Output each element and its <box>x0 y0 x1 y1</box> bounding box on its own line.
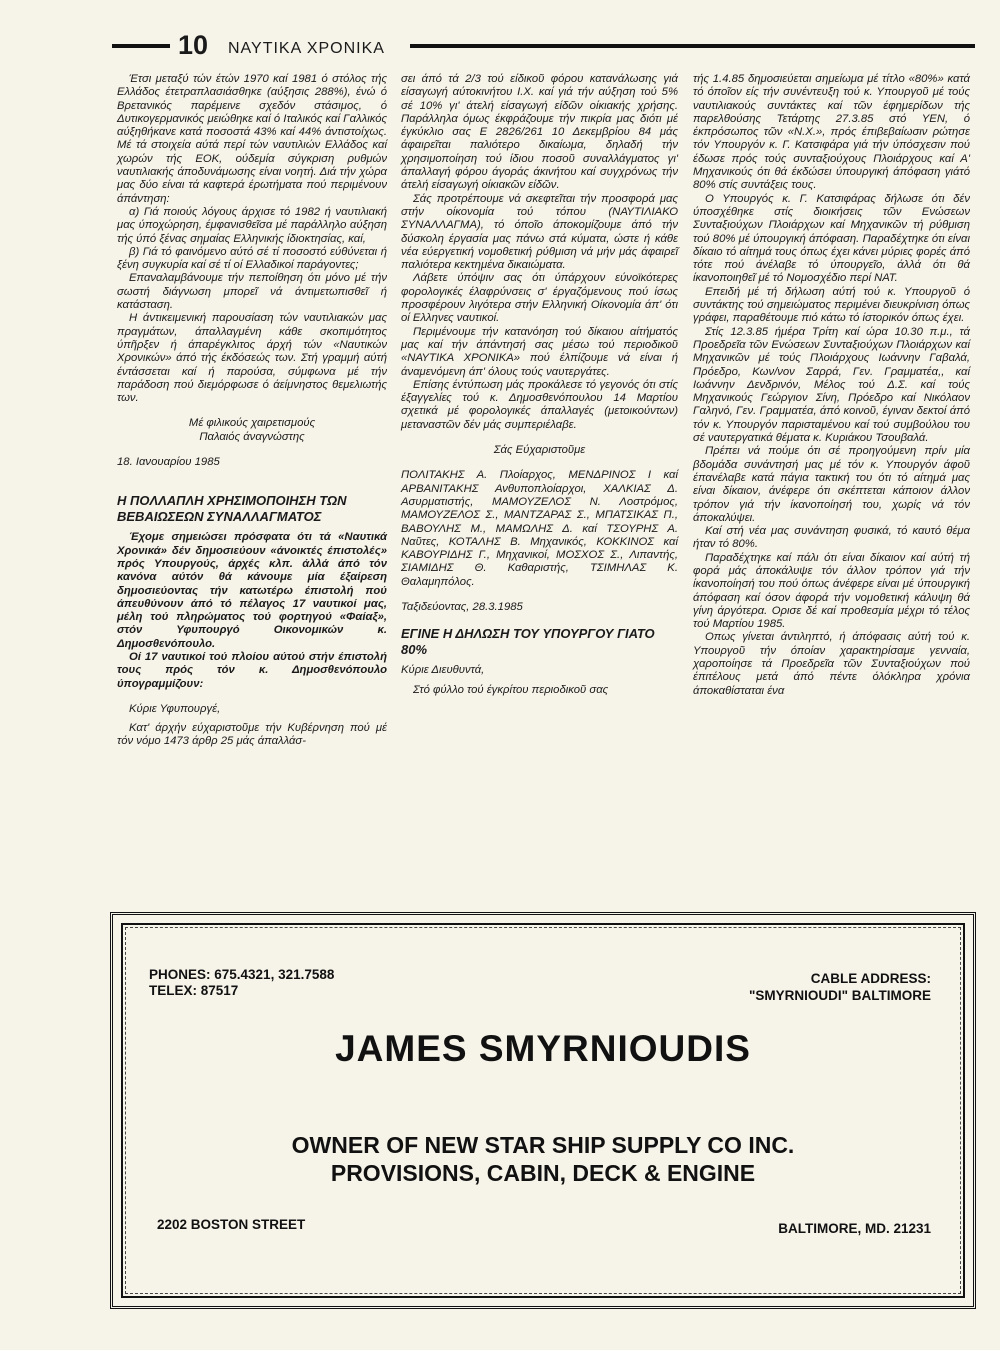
paragraph: Έχομε σημειώσει πρόσφατα ότι τά «Ναυτικά Χρονικά» δέν δημοσιεύουν «άνοικτές έπιστολές» πρός Υπουργούς, άρχές κλπ. άλλά άπό τόν κανόνα αύτόν θά κάνουμε μία έξαίρεση δημοσιεύοντας τήν κατωτέρω έπιστολή πού άπευθύνουν άπό τό πέλαγος 17 ναυτικοί μας, μέλη τού πληρώματος τού φορτηγού «Φαίαξ», στόν Υφυπουργό Οικονομικών κ. Δημοσθενόπουλο. <box>117 531 387 650</box>
paragraph: Λάβετε ύπόψιν σας ότι ύπάρχουν εύνοϊκότερες φορολογικές έλαφρύνσεις σ' έργαζόμενους πού ίσως προσφέρουν λιγότερα στήν Ελληνική Οίκονομία άπ' ότι οί Ελληνες ναυτικοί. <box>401 272 678 325</box>
letter-date: 18. Ιανουαρίου 1985 <box>117 456 220 469</box>
paragraph: Στό φύλλο τού έγκρίτου περιοδικοῦ σας <box>413 683 609 696</box>
paragraph: τής 1.4.85 δημοσιεύεται σημείωμα μέ τίτλο «80%» κατά τό όποῖον είς τήν συνέντευξη τού κ. Υπουργοῦ μέ τούς ναυτιλιακούς συντάκτες καί τῶν έφημερίδων τής παρελθούσης Τετάρτης 27.3.85 στό ΥΕΝ, ό έκπρόσωπος τῶν «Ν.Χ.», πρός έπιβεβαίωσιν ρώτησε τόν Υπουργόν κ. Γ. Κατσιφάρα γιά τήν ύπόσχεσιν πού έδωσε πρός τούς συνταξιούχους Πλοιάρχους καί Α' Μηχανικούς ότι θά έκδώσει ύπουργική άπόφαση γιάτό 80% στίς συντάξεις τους. <box>693 73 970 192</box>
advertisement-box <box>110 912 976 1309</box>
paragraph: Οπως γίνεται άντιληπτό, ή άπόφασις αύτή τού κ. Υπουργοῦ τήν όποίαν χαρακτηρίσαμε γενναία, χαροποίησε τά Προεδρεῖα τῶν Συνταξιούχων πού έπιτέλους μετά άπό πέντε όλόκληρα χρόνια άποκαθίσταται ένα <box>693 631 970 697</box>
paragraph: β) Γιά τό φαινόμενο αύτό σέ τί ποσοστό εύθύνεται ή ξένη συγκυρία καί σέ τί οί Ελλαδικοί παράγοντες; <box>117 245 387 272</box>
signoff-author: Παλαιός άναγνώστης <box>199 430 305 443</box>
ad-phones: PHONES: 675.4321, 321.7588 <box>149 967 335 982</box>
ad-telex: TELEX: 87517 <box>149 983 239 998</box>
signoff-greeting: Μέ φιλικούς χαιρετισμούς <box>188 417 316 430</box>
paragraph: Περιμένουμε τήν κατανόηση τού δίκαιου αίτήματός μας καί τήν άπάντησή σας μέσω τού περιοδικοῦ «ΝΑΥΤΙΚΑ ΧΡΟΝΙΚΑ» πού έλπίζουμε νά είναι ή άναμενόμενη άπ' όλους τούς ναυτεργάτες. <box>401 325 678 378</box>
paragraph: Καί στή νέα μας συνάντηση φυσικά, τό καυτό θέμα ήταν τό 80%. <box>693 525 970 551</box>
column-2 <box>401 73 678 697</box>
paragraph: Πρέπει νά πούμε ότι σέ προηγούμενη πρίν μία βδομάδα συνάντησή μας μέ τόν κ. Υπουργόν άφοῦ έπανέλαβε κατά πάγια τακτική του ότι τό αίτημά μας είναι δίκαιον, άνέφερε ότι σκέπτεται κάποιον άλλον τρόπον γιά τήν ίκανοποίησή του, χωρίς νά τόν άποκαλύψει. <box>693 445 970 524</box>
paragraph: Οί 17 ναυτικοί τού πλοίου αύτού στήν έπιστολή τους πρός τόν κ. Δημοσθενόπουλο ύπογραμμίζουν: <box>117 650 387 690</box>
header-rule-left <box>112 44 170 48</box>
letter-salutation: Κύριε Διευθυντά, <box>401 664 485 677</box>
signatories: ΠΟΛΙΤΑΚΗΣ Α. Πλοίαρχος, ΜΕΝΔΡΙΝΟΣ Ι καί ΑΡΒΑΝΙΤΑΚΗΣ Ανθυποπλοίαρχοι, ΧΑΛΚΙΑΣ Δ. Ασυρματιστής, ΜΑΜΟΥΖΕΛΟΣ Ν. Λοστρόμος, ΜΑΜΟΥΖΕΛΟΣ Σ., ΜΑΝΤΖΑΡΑΣ Σ., ΜΠΑΤΣΙΚΑΣ Π., ΒΑΒΟΥΛΗΣ Μ., ΜΑΜΩΛΗΣ Δ. καί ΤΣΟΥΡΗΣ Α. Ναῦτες, ΚΟΤΑΛΗΣ Β. Μηχανικός, ΚΟΚΚΙΝΟΣ καί ΚΑΒΟΥΡΙΔΗΣ Γ., Μηχανικοί, ΜΟΣΧΟΣ Σ., Λιπαντής, ΣΙΑΜΙΔΗΣ Θ. Καθαριστής, ΤΣΙΜΗΛΑΣ Κ. Θαλαμηπόλος. <box>401 469 678 588</box>
ad-cable-address: "SMYRNIOUDI" BALTIMORE <box>748 988 931 1003</box>
ad-city-address: BALTIMORE, MD. 21231 <box>778 1221 931 1236</box>
paragraph: Σάς προτρέπουμε νά σκεφτεῖται τήν προσφορά μας στήν οίκονομία τού τόπου (ΝΑΥΤΙΛΙΑΚΟ ΣΥΝΑΛΛΑΓΜΑ), τό όποῖο άποκομίζουμε άπό τήν δύσκολη έργασία μας πάνω στά κύματα, ώστε ή κάθε νέα εύεργετική νομοθετική ρύθμιση νά μήν μάς άφαιρεῖ παλιότερα κεκτημένα δικαιώματα. <box>401 192 678 272</box>
publication-title: ΝΑΥΤΙΚΑ ΧΡΟΝΙΚΑ <box>228 40 385 57</box>
paragraph: Ο Υπουργός κ. Γ. Κατσιφάρας δήλωσε ότι δέν ύποσχέθηκε στίς διοικήσεις τῶν Ενώσεων Συνταξιούχων Πλοιάρχων καί Μηχανικῶν τή ρύθμιση τού 80% μέ ύπουργική άπόφαση. Παραδέχτηκε ότι είναι δίκαιο τό αίτημά τους όπως έχει κάνει μύριες φορές άπό τότε πού άνέλαβε τό ύπουργεῖο, άλλά ότι θά ίκανοποιηθεῖ μέ τό Νομοσχέδιο περί ΝΑΤ. <box>693 192 970 285</box>
paragraph: Κατ' άρχήν εύχαριστοῦμε τήν Κυβέρνηση πού μέ τόν νόμο 1473 άρθρ 25 μάς άπαλλάσ- <box>117 722 387 748</box>
ad-street-address: 2202 BOSTON STREET <box>157 1217 306 1232</box>
paragraph: Επίσης έντύπωση μάς προκάλεσε τό γεγονός ότι στίς έξαγγελίες τού κ. Δημοσθενόπουλου 14 Μαρτίου σχετικά μέ φορολογικές άπαλλαγές (μετοικούντων) μεταναστῶν δέν μάς συμπεριέλαβε. <box>401 378 678 431</box>
paragraph: Η άντικειμενική παρουσίαση τών ναυτιλιακών μας πραγμάτων, άπαλλαγμένη κάθε σκοπιμότητος ύπῆρξεν ή άπαρέγκλιτος άρχή τών «Ναυτικών Χρονικών» άπό τής έκδόσεώς των. Στή γραμμή αύτή έντάσσεται καί ή παρούσα, σύμφωνα μέ τήν παράδοση πού διεμόρφωσε ό άείμνηστος θεμελιωτής των. <box>117 312 387 405</box>
ad-owner-line: OWNER OF NEW STAR SHIP SUPPLY CO INC. <box>291 1132 795 1158</box>
letter-thanks: Σάς Εύχαριστοῦμε <box>493 444 586 457</box>
letter-date: Ταξιδεύοντας, 28.3.1985 <box>401 600 523 613</box>
article-heading: Η ΠΟΛΛΑΠΛΗ ΧΡΗΣΙΜΟΠΟΙΗΣΗ ΤΩΝ ΒΕΒΑΙΩΣΕΩΝ ΣΥΝΑΛΛΑΓΜΑΤΟΣ <box>117 493 347 525</box>
article-heading: ΕΓΙΝΕ Η ΔΗΛΩΣΗ ΤΟΥ ΥΠΟΥΡΓΟΥ ΓΙΑΤΟ 80% <box>401 626 655 658</box>
letter-salutation: Κύριε Υφυπουργέ, <box>129 702 221 715</box>
ad-services-line: PROVISIONS, CABIN, DECK & ENGINE <box>330 1160 756 1186</box>
paragraph: Επειδή μέ τή δήλωση αύτή τού κ. Υπουργοῦ ό συντάκτης τού σημειώματος περιμένει διευκρίνιση όπως γράφει, παραθέτουμε πιό κάτω τό ίστορικόν όπως έχει. <box>693 285 970 325</box>
paragraph: Επαναλαμβάνουμε τήν πεποίθηση ότι μόνο μέ τήν σωστή διάγνωση μπορεῖ νά άντιμετωπισθεῖ ή κατάσταση. <box>117 272 387 312</box>
paragraph: Στίς 12.3.85 ήμέρα Τρίτη καί ώρα 10.30 π.μ., τά Προεδρεῖα τῶν Ενώσεων Συνταξιούχων Πλοιάρχων καί Μηχανικῶν μέ τούς Πλοιάρχους Ιωάννην Γαβαλά, Πρόεδρο, Κων/νον Σαρρά, Γεν. Γραμματέα,, καί Ιωάννην Δενδρινόν, Μέλος τού Δ.Σ. καί τούς Μηχανικούς Γεώργιον Σίνη, Πρόεδρο καί Νικόλαον Γαληνό, Γεν. Γραμματέα, άπό κοινοῦ, έγιναν δεκτοί άπό τόν κ. Υπουργόν παρισταμένου καί τού συμβούλου του σέ ναυτεργατικά θέματα κ. Κυριάκου Τσουβαλά. <box>693 325 970 445</box>
paragraph: α) Γιά ποιούς λόγους άρχισε τό 1982 ή ναυτιλιακή μας ύποχώρηση, έμφανισθεῖσα μέ παράλληλο αύξηση τής ύπό ξένας σημαίας Ελληνικής ίδιοκτησίας, καί, <box>117 205 387 245</box>
ad-cable-label: CABLE ADDRESS: <box>810 971 931 986</box>
paragraph: σει άπό τά 2/3 τού είδικοῦ φόρου κατανάλωσης γιά είσαγωγή αύτοκινήτου Ι.Χ. καί γιά τήν αύξηση τού 5% σέ 10% γι' άτελή είσαγωγή είδῶν οίκιακής χρήσης. Παράλληλα όμως έκφράζουμε τήν πικρία μας διότι μέ έγκύκλιο σας Ε 2826/261 10 Δεκεμβρίου 84 μάς άφαιρεῖται παλιότερο δικαίωμα, δηλαδή τήν χρησιμοποίηση τού ίδιου ποσοῦ συναλλάγματος γι' άπαλλαγή φόρου άγοράς άκινήτου καί συγχρόνως τήν άτελή είσαγωγή οίκιακῶν είδῶν. <box>401 73 678 192</box>
paragraph: Έτσι μεταξύ τών έτών 1970 καί 1981 ό στόλος τής Ελλάδος έτετραπλασιάσθηκε (αύξησις 288%), ένώ ό Βρετανικός παρέμεινε σχεδόν στάσιμος, ό Δυτικογερμανικός μειώθηκε καί ό Ιταλικός καί Γαλλικός αύξηθήκανε κατά ποσοστά 43% καί 44% άντιστοίχως. Μέ τά στοιχεία αύτά περί τών ναυτιλιών Ελλάδος καί χωρών τής ΕΟΚ, ούδεμία σύγκριση ρυθμών ναυτιλιακής άποδυνάμωσης είναι νοητή. Διά τήν χώρα μας δύο είναι τά καφτερά έρωτήματα πού περιμένουν άπάντηση: <box>117 73 387 205</box>
header-rule-right <box>410 44 975 48</box>
paragraph: Παραδέχτηκε καί πάλι ότι είναι δίκαιον καί αύτή τή φορά μάς άποκάλυψε τόν άλλον τρόπον γιά τήν ίκανοποίησή του πού όπως άνέφερε είναι μέ ύπουργική άπόφαση καί όσον άφορά τήν νομοθετική κάλυψη θά γίνη άργότερα. Ορισε δέ καί προθεσμία μέχρι τό τέλος τού Μαρτίου 1985. <box>693 551 970 631</box>
column-1 <box>117 73 387 749</box>
ad-company-owner: JAMES SMYRNIOUDIS <box>335 1028 751 1069</box>
column-3 <box>693 73 970 698</box>
page-number: 10 <box>178 30 209 60</box>
